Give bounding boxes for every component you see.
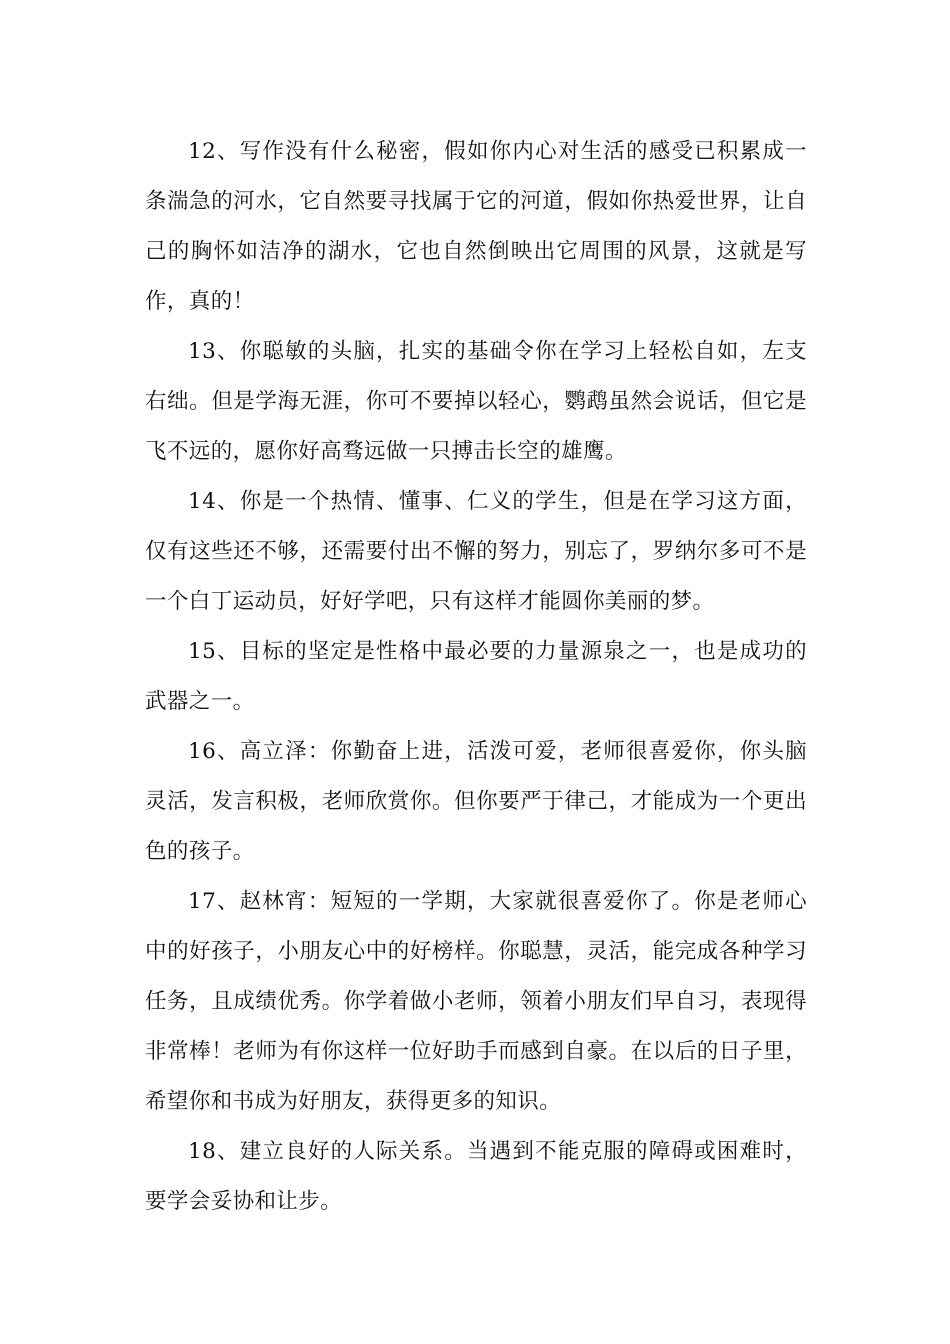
paragraph-18: 18、建立良好的人际关系。当遇到不能克服的障碍或困难时，要学会妥协和让步。 [145, 1139, 807, 1214]
paragraph-15: 15、目标的坚定是性格中最必要的力量源泉之一，也是成功的武器之一。 [145, 639, 807, 714]
document-body [145, 127, 807, 1227]
paragraph-13: 13、你聪敏的头脑，扎实的基础令你在学习上轻松自如，左支右绌。但是学海无涯，你可不要掉以轻心，鹦鹉虽然会说话，但它是飞不远的，愿你好高骛远做一只搏击长空的雄鹰。 [145, 339, 807, 464]
paragraph-16: 16、高立泽：你勤奋上进，活泼可爱，老师很喜爱你，你头脑灵活，发言积极，老师欣赏你。但你要严于律己，才能成为一个更出色的孩子。 [145, 739, 807, 864]
paragraph-12: 12、写作没有什么秘密，假如你内心对生活的感受已积累成一条湍急的河水，它自然要寻找属于它的河道，假如你热爱世界，让自己的胸怀如洁净的湖水，它也自然倒映出它周围的风景，这就是写作，真的！ [145, 139, 807, 314]
paragraph-17: 17、赵林宵：短短的一学期，大家就很喜爱你了。你是老师心中的好孩子，小朋友心中的好榜样。你聪慧，灵活，能完成各种学习任务，且成绩优秀。你学着做小老师，领着小朋友们早自习，表现得非常棒！老师为有你这样一位好助手而感到自豪。在以后的日子里，希望你和书成为好朋友，获得更多的知识。 [145, 889, 807, 1114]
paragraph-14: 14、你是一个热情、懂事、仁义的学生，但是在学习这方面，仅有这些还不够，还需要付出不懈的努力，别忘了，罗纳尔多可不是一个白丁运动员，好好学吧，只有这样才能圆你美丽的梦。 [145, 489, 807, 614]
